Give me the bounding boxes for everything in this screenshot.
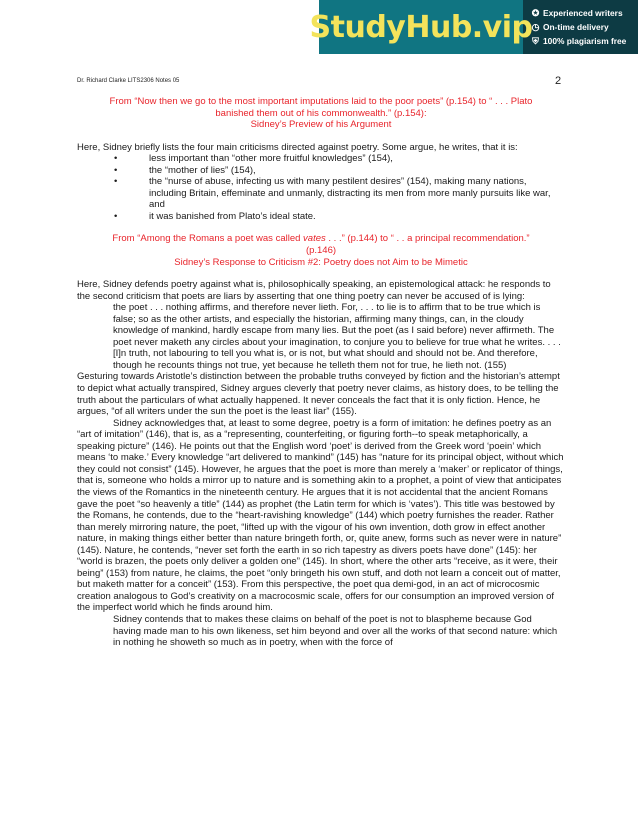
ad-banner[interactable] (309, 0, 638, 54)
page-number: 2 (555, 75, 562, 87)
bullet-icon: • (114, 164, 118, 176)
heading-line: From “Among the Romans a poet was called vates . . .” (p.144) to “ . . a principal recommendation.” (112, 233, 530, 245)
feature-text: On-time delivery (543, 22, 609, 32)
criticism-list (77, 153, 565, 222)
document-body (77, 96, 565, 649)
feature-text: 100% plagiarism free (543, 36, 627, 46)
heading-line: (p.146) (305, 245, 337, 257)
paragraph: Sidney contends that to makes these claims on behalf of the poet is not to blaspheme because God (113, 613, 532, 625)
feature-item (531, 36, 626, 47)
block-quote: the poet . . . nothing affirms, and therefore never lieth. For, . . . to lie is to affirm that to be true which is false; so as the other artists, and especially the historian, affirming many things, can, in the cloudy knowledge of mankind, hardly escape from many lies. But the poet (as I said before) never affirmeth. The poet never maketh any circles about your imagination, to conjure you to believe for true what he writes. . . . [I]n truth, not labouring to tell you what is, or is not, but what should and should not be. And therefore, though he recounts things not true, yet because he telleth them not for true, he lieth not. (155) (113, 302, 561, 371)
badge-icon: ✪ (531, 7, 540, 18)
clock-icon: ◷ (531, 21, 540, 32)
paragraph: Here, Sidney defends poetry against what is, philosophically speaking, an epistemological attack: he responds to the second criticism that poets are liars by asserting that one thing poetry can never be accused of is lying: (77, 279, 551, 302)
list-item: • less important than “other more fruitful knowledges” (154), (114, 153, 393, 165)
feature-item (531, 8, 626, 19)
list-item: • the “mother of lies” (154), (114, 164, 256, 176)
feature-item (531, 22, 626, 33)
bullet-icon: • (114, 153, 118, 165)
brand-logo[interactable] (309, 0, 533, 54)
block-quote: having made man to his own likeness, set him beyond and over all the works of that second nature: which in nothing he showeth so much as in poetry, when with the force of (113, 625, 558, 649)
paragraph: Gesturing towards Aristotle’s distinction between the probable truths conveyed by fiction and the historian’s attempt to depict what actually transpired, Sidney argues cleverly that poetry never claims, as history does, to be telling the truth about the particulars of what actually happened. It never conceals the fact that it is only fiction. Hence, he argues, “of all writers under the sun the poet is the least liar” (155). (77, 371, 560, 418)
shield-icon: ⛨ (532, 35, 539, 46)
running-header: Dr. Richard Clarke LITS2306 Notes 05 (77, 78, 180, 84)
section-heading (77, 233, 565, 268)
heading-line: From “Now then we go to the most important imputations laid to the poor poets” (p.154) to “ . . . Plato (109, 96, 533, 107)
paragraph: Sidney acknowledges that, at least to some degree, poetry is a form of imitation: he defines poetry as an “art of imitation” (146), that is, as a “representing, counterfeiting, or figuring forth--to speak metaphorically, a speaking picture” (146). He points out that the English word ‘poet’ is derived from the Greek word ‘poein’ which means ‘to make.’ Every knowledge “art delivered to mankind” (145) has “nature for its principal object, without which they could not consist” (145). However, he argues that the poet is more than merely a ‘maker’ or replicator of things, that is, someone who holds a mirror up to nature and is something akin to a prophet, a point of view that anticipates the views of the Romantics in the nineteenth century. He argues that it is not accidental that the ancient Romans gave the poet “so heavenly a title” (144) as prophet (the Latin term for which is ‘vates’). This title was bestowed by the Romans, he contends, due to the “heart-ravishing knowledge” (144) which poetry furnishes the reader. Rather than merely mirroring nature, the poet, “lifted up with the vigour of his own invention, doth grow in effect another nature, in making things either better than nature bringeth forth, or, quite anew, forms such as never were in nature” (145). Nature, he contends, “never set forth the earth in so rich tapestry as divers poets have done” (145): her “world is brazen, the poets only deliver a golden one” (145). In short, where the other arts “receive, as it were, their being” (153) from nature, he claims, the poet “only bringeth his own stuff, and doth not learn a conceit out of matter, but maketh matter for a conceit” (153). From this perspective, the poet qua demi-god, in an act of microcosmic creation analogous to God’s creativity on a macrocosmic scale, offers for our consumption an improved version of the imperfect world which he finds around him. (77, 417, 564, 614)
paragraph: Here, Sidney briefly lists the four main criticisms directed against poetry. Some argue, he writes, that it is: (77, 141, 518, 153)
heading-line: Sidney’s Response to Criticism #2: Poetry does not Aim to be Mimetic (174, 256, 468, 268)
bullet-icon: • (114, 210, 118, 222)
heading-line: Sidney’s Preview of his Argument (250, 119, 392, 131)
feature-text: Experienced writers (543, 8, 623, 18)
bullet-icon: • (114, 176, 118, 188)
feature-list (523, 8, 626, 47)
list-item: • it was banished from Plato’s ideal state. (114, 210, 316, 222)
section-heading (77, 96, 565, 131)
list-item: • the “nurse of abuse, infecting us with many pestilent desires” (154), making many nations, including Britain, effeminate and unmanly, distracting its men from more manly pursuits like war, and (114, 176, 551, 211)
brand-name: StudyHub.vip (309, 9, 533, 45)
heading-line: banished them out of his commonwealth.” (p.154): (215, 107, 427, 119)
